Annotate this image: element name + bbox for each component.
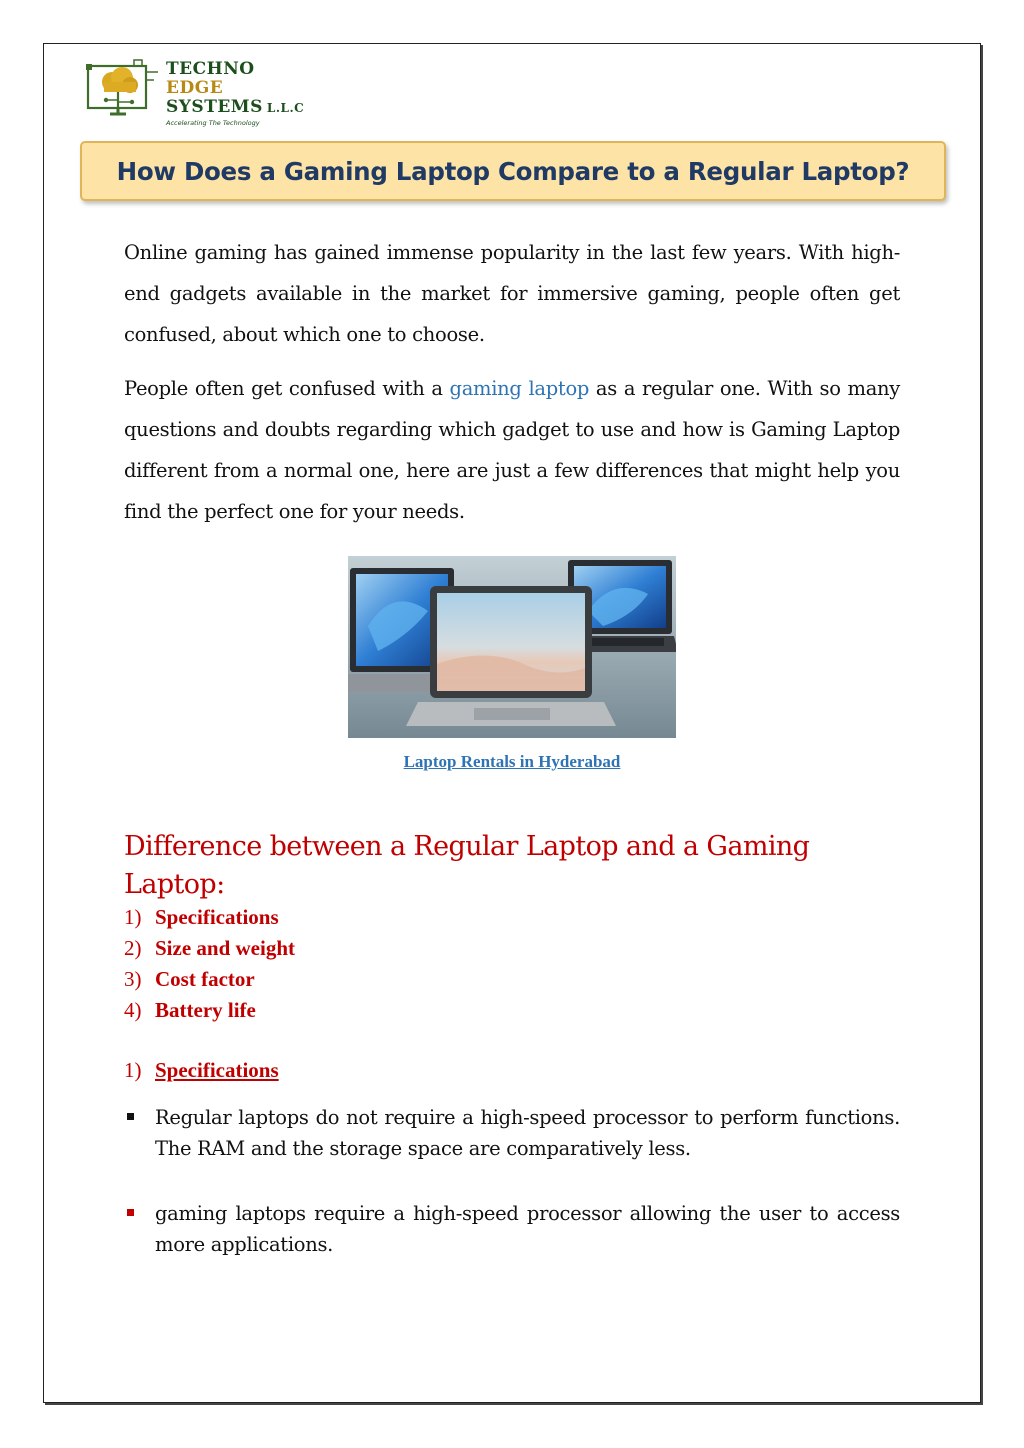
list-item-label: Size and weight <box>155 936 296 960</box>
intro-paragraph-2 <box>124 368 900 532</box>
logo-llc-suffix: L.L.C <box>266 101 305 115</box>
square-bullet-icon <box>124 1102 155 1164</box>
cloud-tree-monitor-icon <box>84 58 162 128</box>
laptops-illustration <box>348 556 676 738</box>
list-item <box>124 933 295 964</box>
logo-line-edge: EDGE <box>166 78 224 98</box>
paragraph-2-rest: as a regular one. With so many questions and doubts regarding which gadget to use and how is Gaming Laptop different from a normal one, here are just a few differences that might help you find the perfect one for your needs. <box>124 377 900 523</box>
center-laptop <box>406 586 616 726</box>
square-bullet-icon <box>124 1198 155 1260</box>
list-item-number: 2) <box>124 936 142 960</box>
logo-systems-text: SYSTEMS <box>166 97 263 117</box>
list-item-label: Cost factor <box>155 967 255 991</box>
laptops-photo <box>348 556 676 738</box>
intro-paragraph-1: Online gaming has gained immense popularity in the last few years. With high-end gadgets available in the market for immersive gaming, people often get confused, about which one to choose. <box>124 241 900 346</box>
list-item <box>124 902 295 933</box>
specifications-heading <box>124 1058 279 1083</box>
list-item-number: 4) <box>124 998 142 1022</box>
bullet-text: Regular laptops do not require a high-speed processor to perform functions. The RAM and the storage space are comparatively less. <box>155 1106 900 1160</box>
paragraph-2-lead: People often get confused with a <box>124 377 450 400</box>
specifications-number: 1) <box>124 1058 142 1082</box>
list-item-number: 3) <box>124 967 142 991</box>
logo-line-techno: TECHNO <box>166 59 255 79</box>
logo-tagline: Accelerating The Technology <box>166 119 260 127</box>
logo-wordmark <box>166 60 304 127</box>
list-item-label: Specifications <box>155 905 279 929</box>
specifications-label: Specifications <box>155 1058 279 1082</box>
list-item <box>124 995 295 1026</box>
difference-list <box>124 902 295 1026</box>
logo-line-systems <box>166 98 304 118</box>
section-heading: Difference between a Regular Laptop and a Gaming Laptop: <box>124 831 810 901</box>
image-caption-link[interactable]: Laptop Rentals in Hyderabad <box>403 752 621 771</box>
bullet-item <box>124 1198 900 1260</box>
bullet-text: gaming laptops require a high-speed processor allowing the user to access more applications. <box>155 1202 900 1256</box>
bullet-item <box>124 1102 900 1164</box>
company-logo[interactable] <box>84 58 314 128</box>
list-item-number: 1) <box>124 905 142 929</box>
list-item-label: Battery life <box>155 998 256 1022</box>
list-item <box>124 964 295 995</box>
gaming-laptop-link[interactable]: gaming laptop <box>449 377 590 400</box>
page-title: How Does a Gaming Laptop Compare to a Regular Laptop? <box>116 156 910 186</box>
title-banner <box>80 141 946 201</box>
